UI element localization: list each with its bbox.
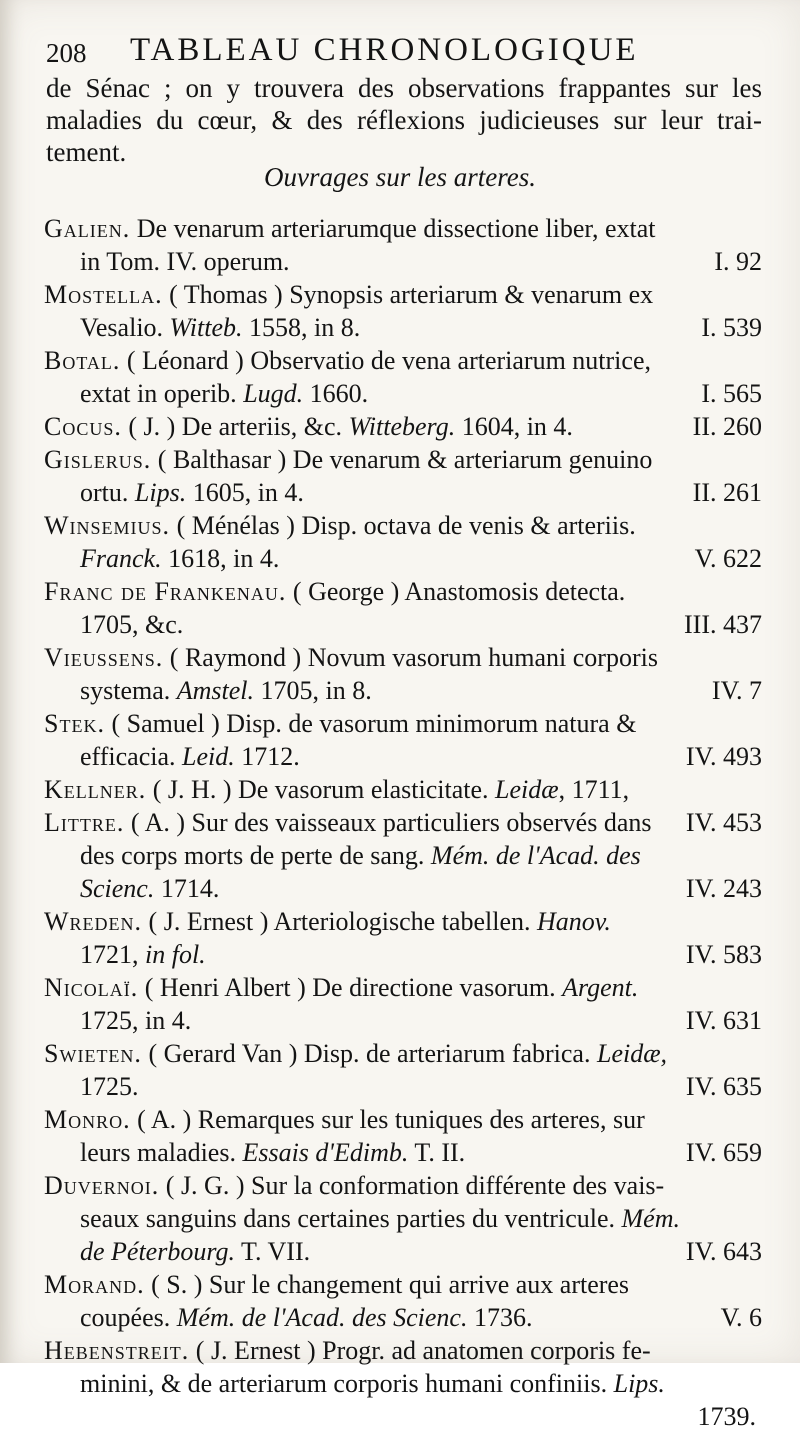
entry-author: Winsemius. — [44, 511, 171, 540]
entry-author: Nicolaï. — [44, 973, 139, 1002]
bibliography-entry — [44, 707, 762, 773]
entry-reference: II. 261 — [692, 478, 762, 507]
entry-place: Lips. — [613, 1369, 665, 1398]
bibliography-entry — [44, 509, 762, 575]
intro-paragraph — [46, 72, 762, 168]
entry-text: extat in operib. — [80, 379, 244, 408]
page-number: 208 — [46, 38, 87, 68]
entry-reference: I. 92 — [714, 247, 762, 276]
entry-author: Stek. — [44, 709, 105, 738]
entry-text: ( J. Ernest ) Arteriologische tabellen. — [142, 907, 537, 936]
bibliography-entry — [44, 344, 762, 410]
entry-text: ( Samuel ) Disp. de vasorum minimorum natura & — [104, 709, 637, 738]
bibliography-entry — [44, 575, 762, 641]
entry-place: Hanov. — [537, 907, 611, 936]
entry-place: Amstel. — [176, 676, 255, 705]
entry-text: ortu. — [80, 478, 135, 507]
entry-text: 1604, in 4. — [455, 412, 573, 441]
bibliography-entry — [44, 1169, 762, 1268]
entry-reference: IV. 631 — [685, 1006, 762, 1035]
entry-text: 1618, in 4. — [161, 544, 280, 573]
entry-author: Botal. — [44, 346, 121, 375]
entry-text: ( Balthasar ) De venarum & arteriarum genuino — [151, 445, 653, 474]
entry-text: coupées. — [80, 1303, 177, 1332]
entry-text: efficacia. — [80, 742, 182, 771]
entry-author: Swieten. — [44, 1039, 142, 1068]
entry-place: Leidæ — [495, 775, 559, 804]
entry-author: Morand. — [44, 1270, 145, 1299]
entry-text: ( J. G. ) Sur la conformation différente des vais- — [159, 1171, 665, 1200]
entry-text: 1725, in 4. — [80, 1006, 192, 1035]
page-header — [46, 30, 786, 74]
bibliography-list — [44, 212, 762, 1433]
entry-place: Mém. — [621, 1204, 680, 1233]
entry-text: De venarum arteriarumque dissectione liber, extat — [130, 214, 656, 243]
running-title: TABLEAU CHRONOLOGIQUE — [130, 32, 639, 68]
bibliography-entry — [44, 806, 762, 905]
entry-author: Galien. — [44, 214, 131, 243]
entry-text: minini, & de arteriarum corporis humani confiniis. — [80, 1369, 614, 1398]
bibliography-entry — [44, 278, 762, 344]
entry-text: 1705, &c. — [80, 610, 184, 639]
entry-text: ( Thomas ) Synopsis arteriarum & venarum ex — [162, 280, 654, 309]
entry-reference: IV. 7 — [711, 676, 762, 705]
entry-text: ( J. ) De arteriis, &c. — [121, 412, 349, 441]
bibliography-entry — [44, 971, 762, 1037]
entry-place: Argent. — [562, 973, 639, 1002]
entry-author: Wreden. — [44, 907, 143, 936]
intro-line: tement. — [46, 137, 127, 167]
entry-author: Cocus. — [44, 412, 122, 441]
intro-line: maladies du cœur, & des réflexions judicieuses sur leur trai- — [46, 105, 762, 135]
entry-reference: V. 6 — [720, 1303, 762, 1332]
entry-text: des corps morts de perte de sang. — [80, 841, 431, 870]
entry-text: ( A. ) Remarques sur les tuniques des arteres, sur — [130, 1105, 645, 1134]
bibliography-entry — [44, 1268, 762, 1334]
entry-reference: V. 622 — [694, 544, 762, 573]
entry-reference: IV. 243 — [685, 874, 762, 903]
entry-text: 1705, in 8. — [254, 676, 372, 705]
entry-text: 1714. — [154, 874, 220, 903]
entry-text: in Tom. IV. operum. — [80, 247, 290, 276]
entry-author: Vieussens. — [44, 643, 164, 672]
entry-place: Franck. — [80, 544, 162, 573]
entry-author: Monro. — [44, 1105, 131, 1134]
entry-reference: IV. 635 — [685, 1072, 762, 1101]
bibliography-entry — [44, 1334, 762, 1433]
entry-reference: I. 565 — [701, 379, 762, 408]
entry-author: Gislerus. — [44, 445, 152, 474]
entry-place: Mém. de l'Acad. des — [430, 841, 641, 870]
entry-text: 1660. — [303, 379, 369, 408]
entry-text: leurs maladies. — [80, 1138, 243, 1167]
entry-reference: IV. 659 — [685, 1138, 762, 1167]
entry-place: Witteberg. — [348, 412, 456, 441]
bibliography-entry — [44, 905, 762, 971]
entry-text: ( Raymond ) Novum vasorum humani corporis — [163, 643, 658, 672]
entry-text: , 1711, — [558, 775, 630, 804]
bibliography-entry — [44, 1037, 762, 1103]
entry-place: Leid. — [182, 742, 235, 771]
entry-place: Scienc. — [80, 874, 155, 903]
entry-place: Lugd. — [243, 379, 304, 408]
section-title: Ouvrages sur les arteres. — [264, 162, 536, 192]
entry-text: systema. — [80, 676, 177, 705]
bibliography-entry — [44, 1103, 762, 1169]
entry-place: Lips. — [134, 478, 187, 507]
entry-text: T. II. — [408, 1138, 466, 1167]
entry-author: Duvernoi. — [44, 1171, 160, 1200]
entry-author: Kellner. — [44, 775, 147, 804]
entry-text: ( S. ) Sur le changement qui arrive aux arteres — [144, 1270, 630, 1299]
entry-text: ( J. H. ) De vasorum elasticitate. — [146, 775, 495, 804]
entry-text: ( Léonard ) Observatio de vena arteriarum nutrice, — [120, 346, 651, 375]
entry-place: Mém. de l'Acad. des Scienc. — [176, 1303, 468, 1332]
entry-reference: IV. 453 — [685, 808, 762, 837]
entry-reference: IV. 583 — [685, 940, 762, 969]
entry-text: ( A. ) Sur des vaisseaux particuliers observés dans — [124, 808, 652, 837]
entry-text: 1605, in 4. — [186, 478, 304, 507]
intro-line: de Sénac ; on y trouvera des observations frappantes sur les — [46, 73, 762, 103]
entry-author: Littre. — [44, 808, 125, 837]
bibliography-entry — [44, 443, 762, 509]
entry-text: seaux sanguins dans certaines parties du ventricule. — [80, 1204, 622, 1233]
entry-text: 1739. — [697, 1402, 756, 1431]
entry-reference: III. 437 — [684, 610, 762, 639]
entry-place: de Péterbourg. — [80, 1237, 235, 1266]
entry-author: Hebenstreit. — [44, 1336, 190, 1365]
entry-text: ( Gerard Van ) Disp. de arteriarum fabrica. — [141, 1039, 597, 1068]
entry-place: Leidæ, — [596, 1039, 668, 1068]
entry-text: ( George ) Anastomosis detecta. — [286, 577, 626, 606]
entry-reference: I. 539 — [701, 313, 762, 342]
bibliography-entry — [44, 410, 762, 443]
entry-place: in fol. — [145, 940, 206, 969]
entry-reference: IV. 643 — [685, 1237, 762, 1266]
entry-text: ( Ménélas ) Disp. octava de venis & arteriis. — [170, 511, 636, 540]
bibliography-entry — [44, 212, 762, 278]
entry-author: Mostella. — [44, 280, 163, 309]
entry-text: 1712. — [234, 742, 300, 771]
entry-text: 1721, — [80, 940, 145, 969]
entry-text: ( J. Ernest ) Progr. ad anatomen corporis fe- — [189, 1336, 651, 1365]
entry-reference: IV. 493 — [685, 742, 762, 771]
entry-text: ( Henri Albert ) De directione vasorum. — [138, 973, 563, 1002]
entry-text: 1736. — [467, 1303, 533, 1332]
entry-text: 1558, in 8. — [242, 313, 361, 342]
bibliography-entry — [44, 641, 762, 707]
entry-text: 1725. — [80, 1072, 139, 1101]
entry-author: Franc de Frankenau. — [44, 577, 287, 606]
entry-reference: II. 260 — [692, 412, 762, 441]
entry-text: T. VII. — [235, 1237, 311, 1266]
entry-place: Witteb. — [169, 313, 243, 342]
entry-text: Vesalio. — [80, 313, 170, 342]
entry-place: Essais d'Edimb. — [242, 1138, 409, 1167]
